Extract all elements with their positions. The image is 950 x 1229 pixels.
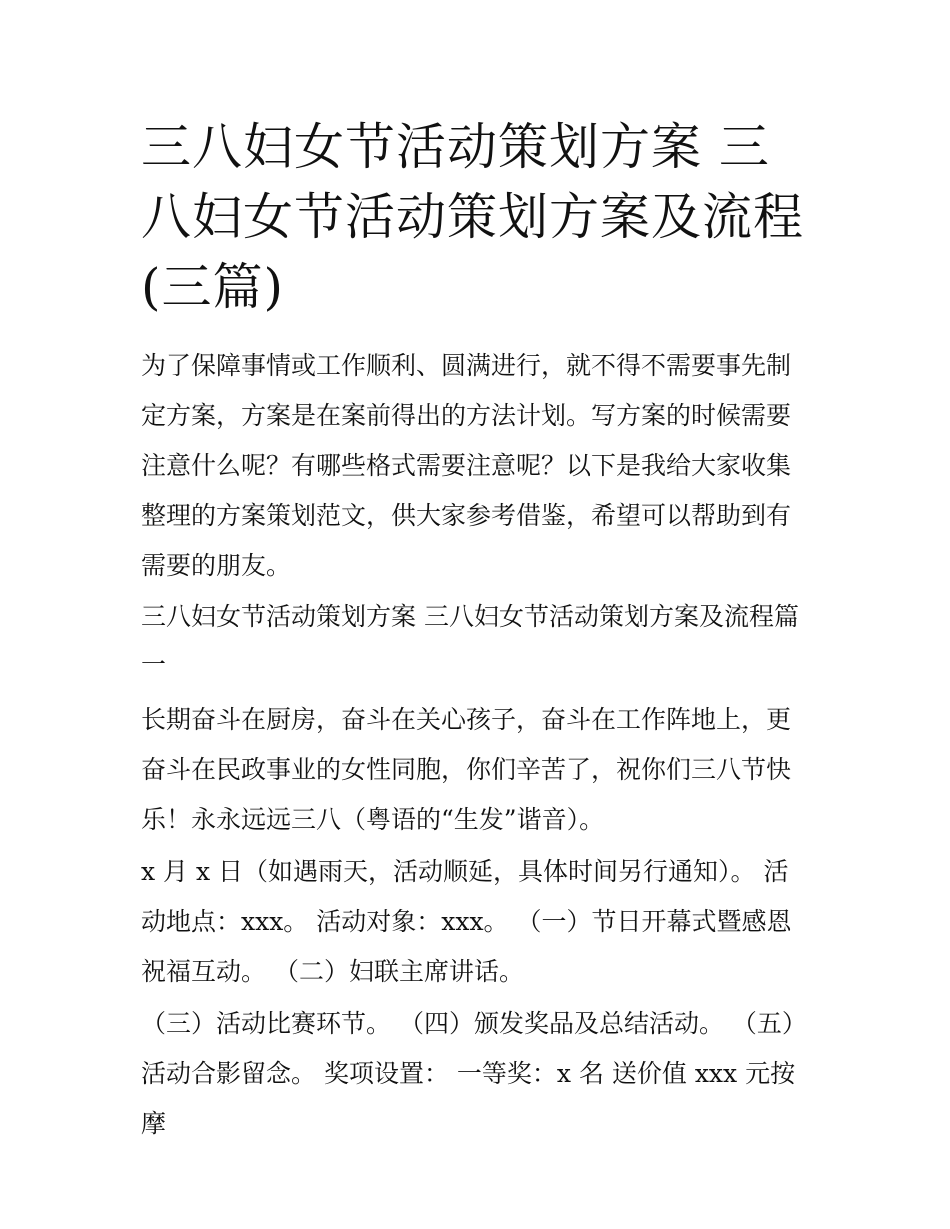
- document-page: [141, 112, 813, 1151]
- event-program-paragraph: （三）活动比赛环节。 （四）颁发奖品及总结活动。 （五）活动合影留念。 奖项设置： 一等奖：x 名 送价值 xxx 元按摩: [141, 1009, 807, 1138]
- document-title: 三八妇女节活动策划方案 三八妇女节活动策划方案及流程(三篇): [141, 118, 804, 316]
- greeting-paragraph: 长期奋斗在厨房，奋斗在关心孩子，奋斗在工作阵地上，更奋斗在民政事业的女性同胞，你们辛苦了，祝你们三八节快乐！永永远远三八（粤语的“生发”谐音）。: [141, 705, 792, 834]
- section-heading: 三八妇女节活动策划方案 三八妇女节活动策划方案及流程篇一: [141, 602, 799, 679]
- intro-paragraph: 为了保障事情或工作顺利、圆满进行，就不得不需要事先制定方案，方案是在案前得出的方法计划。写方案的时候需要注意什么呢？有哪些格式需要注意呢？以下是我给大家收集整理的方案策划范文，供大家参考借鉴，希望可以帮助到有需要的朋友。: [141, 351, 792, 580]
- event-details-paragraph: x 月 x 日（如遇雨天，活动顺延，具体时间另行通知）。 活动地点：xxx。 活动对象：xxx。 （一）节日开幕式暨感恩祝福互动。 （二）妇联主席讲话。: [141, 857, 792, 986]
